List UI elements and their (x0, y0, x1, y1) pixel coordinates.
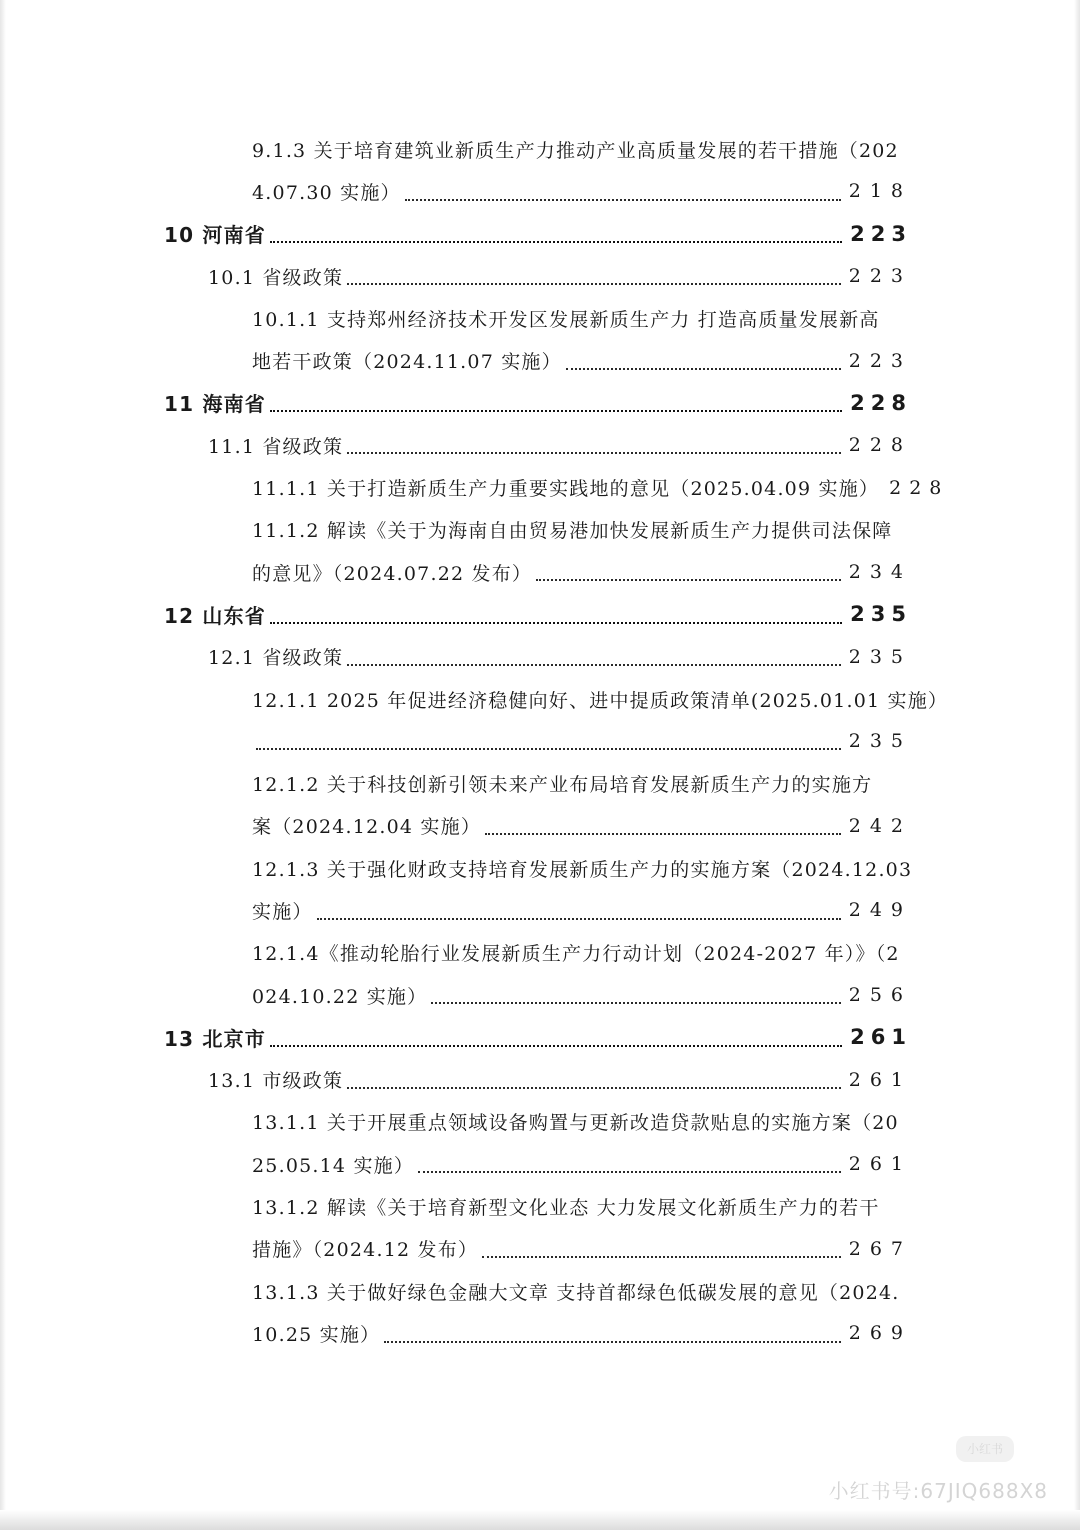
toc-line[interactable] (0, 1016, 1080, 1058)
toc-line[interactable] (0, 974, 1080, 1016)
toc-entry-text: 措施》（2024.12 发布） (252, 1239, 479, 1262)
toc-entry-text: 实施） (252, 900, 313, 923)
page-edge-bottom (0, 1510, 1080, 1530)
toc-leader-dots (347, 451, 841, 454)
toc-entry-text: 024.10.22 实施） (252, 985, 428, 1008)
toc-line[interactable] (0, 170, 1080, 212)
toc-leader-dots (431, 1001, 840, 1004)
toc-entry-text: 13.1 市级政策 (208, 1070, 344, 1093)
table-of-contents (0, 128, 1080, 1355)
toc-page-number: 235 (850, 602, 912, 627)
toc-line[interactable] (0, 636, 1080, 678)
toc-entry-text: 12.1.1 2025 年促进经济稳健向好、进中提质政策清单(2025.01.01 实施） (252, 689, 949, 712)
toc-page-number: 235 (848, 645, 912, 668)
toc-line[interactable] (0, 297, 1080, 339)
toc-page-number: 218 (848, 180, 912, 203)
toc-leader-dots (270, 409, 842, 412)
toc-line[interactable] (0, 339, 1080, 381)
toc-line[interactable] (0, 509, 1080, 551)
toc-line[interactable] (0, 1101, 1080, 1143)
toc-line[interactable] (0, 551, 1080, 593)
toc-leader-dots (347, 1086, 841, 1089)
toc-page-number: 234 (848, 561, 912, 584)
toc-page-number: 261 (848, 1153, 912, 1176)
toc-line[interactable] (0, 128, 1080, 170)
toc-page-number: 223 (850, 221, 912, 246)
toc-line[interactable] (0, 593, 1080, 635)
toc-leader-dots (256, 747, 841, 750)
toc-page-number: 261 (848, 1068, 912, 1091)
toc-page-number: 242 (848, 814, 912, 837)
toc-line[interactable] (0, 1312, 1080, 1354)
toc-page-number: 261 (850, 1025, 912, 1050)
toc-leader-dots (536, 578, 841, 581)
toc-page-number: 228 (889, 476, 950, 499)
toc-entry-text: 12.1 省级政策 (208, 647, 344, 670)
toc-entry-text: 4.07.30 实施） (252, 181, 401, 204)
toc-entry-text: 11.1.2 解读《关于为海南自由贸易港加快发展新质生产力提供司法保障 (252, 520, 893, 543)
toc-line[interactable] (0, 213, 1080, 255)
toc-line[interactable] (0, 805, 1080, 847)
toc-line[interactable] (0, 1270, 1080, 1312)
toc-line[interactable] (0, 1143, 1080, 1185)
toc-entry-text: 13.1.1 关于开展重点领域设备购置与更新改造贷款贴息的实施方案（20 (252, 1112, 899, 1135)
toc-page-number: 228 (850, 390, 912, 415)
toc-entry-text: 10.25 实施） (252, 1323, 381, 1346)
toc-entry-text: 的意见》（2024.07.22 发布） (252, 562, 533, 585)
toc-entry-text: 13.1.2 解读《关于培育新型文化业态 大力发展文化新质生产力的若干 (252, 1197, 880, 1220)
toc-entry-text: 11 海南省 (164, 392, 266, 417)
toc-entry-text: 25.05.14 实施） (252, 1154, 415, 1177)
toc-page-number: 269 (848, 1322, 912, 1345)
toc-line[interactable] (0, 889, 1080, 931)
toc-line[interactable] (0, 255, 1080, 297)
toc-entry-text: 10.1.1 支持郑州经济技术开发区发展新质生产力 打造高质量发展新高 (252, 308, 880, 331)
toc-leader-dots (317, 917, 841, 920)
toc-entry-text: 12 山东省 (164, 603, 266, 628)
toc-leader-dots (270, 621, 842, 624)
toc-entry-text: 11.1.1 关于打造新质生产力重要实践地的意见（2025.04.09 实施） (252, 478, 880, 501)
toc-page-number: 235 (848, 730, 912, 753)
toc-leader-dots (270, 240, 842, 243)
toc-page-number: 267 (848, 1237, 912, 1260)
toc-entry-text: 12.1.4《推动轮胎行业发展新质生产力行动计划（2024-2027 年）》（2 (252, 943, 900, 966)
toc-leader-dots (270, 1044, 842, 1047)
toc-entry-text: 11.1 省级政策 (208, 435, 344, 458)
toc-entry-text: 10.1 省级政策 (208, 266, 344, 289)
toc-leader-dots (405, 198, 841, 201)
toc-leader-dots (485, 832, 841, 835)
toc-page-number: 223 (848, 265, 912, 288)
toc-entry-text: 案（2024.12.04 实施） (252, 816, 482, 839)
toc-leader-dots (384, 1340, 841, 1343)
toc-line[interactable] (0, 382, 1080, 424)
toc-entry-text: 13.1.3 关于做好绿色金融大文章 支持首都绿色低碳发展的意见（2024. (252, 1281, 900, 1304)
toc-line[interactable] (0, 762, 1080, 804)
watermark-logo: 小红书 (956, 1436, 1014, 1462)
toc-line[interactable] (0, 932, 1080, 974)
toc-line[interactable] (0, 1185, 1080, 1227)
toc-leader-dots (418, 1170, 841, 1173)
toc-entry-text: 12.1.2 关于科技创新引领未来产业布局培育发展新质生产力的实施方 (252, 774, 873, 797)
toc-entry-text: 9.1.3 关于培育建筑业新质生产力推动产业高质量发展的若干措施（202 (252, 139, 899, 162)
toc-line[interactable] (0, 1059, 1080, 1101)
toc-page-number: 228 (848, 434, 912, 457)
toc-line[interactable] (0, 720, 1080, 762)
toc-line[interactable] (0, 1228, 1080, 1270)
toc-entry-text: 13 北京市 (164, 1026, 266, 1051)
toc-line[interactable] (0, 466, 1080, 508)
toc-entry-text: 12.1.3 关于强化财政支持培育发展新质生产力的实施方案（2024.12.03 (252, 858, 913, 881)
toc-leader-dots (347, 282, 841, 285)
toc-line[interactable] (0, 847, 1080, 889)
toc-line[interactable] (0, 678, 1080, 720)
toc-line[interactable] (0, 424, 1080, 466)
toc-page-number: 256 (848, 984, 912, 1007)
toc-page-number: 249 (848, 899, 912, 922)
toc-entry-text: 地若干政策（2024.11.07 实施） (252, 351, 562, 374)
toc-leader-dots (566, 367, 841, 370)
toc-leader-dots (347, 663, 841, 666)
toc-entry-text: 10 河南省 (164, 223, 266, 248)
toc-page-number: 223 (848, 349, 912, 372)
watermark-text: 小红书号:67JIQ688X8 (828, 1479, 1048, 1503)
toc-leader-dots (482, 1255, 841, 1258)
